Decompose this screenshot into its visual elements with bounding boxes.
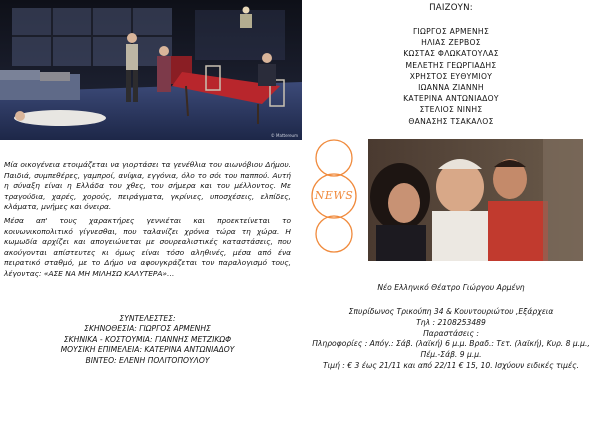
stage-photo-art xyxy=(0,0,302,140)
performances-info: Πληροφορίες : Απόγ.: Σάβ. (λαϊκή) 6 μ.μ. Βραδ.: Τετ. (λαϊκή), Κυρ. 8 μ.μ., Πέμ.-Σάβ. 9 μ.μ. xyxy=(312,339,590,360)
credit-line: ΜΟΥΣΙΚΗ ΕΠΙΜΕΛΕΙΑ: ΚΑΤΕΡΙΝΑ ΑΝΤΩΝΙΑΔΟΥ xyxy=(60,345,235,355)
cast-member: ΜΕΛΕΤΗΣ ΓΕΩΡΓΙΑΔΗΣ xyxy=(405,60,497,70)
news-logo-text: NEWS xyxy=(314,189,354,202)
theatre-name: Νέο Ελληνικό Θέατρο Γιώργου Αρμένη xyxy=(377,283,525,292)
cast-member: ΙΩΑΝΝΑ ΖΙΑΝΝΗ xyxy=(418,83,484,93)
actors-photo-art xyxy=(368,139,583,261)
ticket-prices: Τιμή : € 3 έως 21/11 και από 22/11 € 15, 10. Ισχύουν ειδικές τιμές. xyxy=(323,360,579,370)
actors-photo xyxy=(368,139,583,261)
cast-member: ΚΑΤΕΡΙΝΑ ΑΝΤΩΝΙΑΔΟΥ xyxy=(403,94,499,104)
description-paragraph-1: Μία οικογένεια ετοιμάζεται να γιορτάσει τα γενέθλια του αιωνόβιου Δήμου. Παιδιά, συμπεθέρες, γαμπροί, ανίψια, εγγόνια, όλο το σόι του παππού. Αυτή η σύναξη είναι η Ελλάδα του χθες, του σήμερα και του μέλλοντος. Με τραγούδια, χαρές, χορούς, πειράγματα, γκρίνιες, υποσχέσεις, ελπίδες, κλάματα, μνήμες και όνειρα. xyxy=(4,160,291,212)
cast-member: ΓΙΩΡΓΟΣ ΑΡΜΕΝΗΣ xyxy=(412,27,490,36)
cast-member: ΧΡΗΣΤΟΣ ΕΥΘΥΜΙΟΥ xyxy=(409,71,493,81)
credits-block xyxy=(4,314,291,366)
credit-line: ΒΙΝΤΕΟ: ΕΛΕΝΗ ΠΟΛΙΤΟΠΟΥΛΟΥ xyxy=(85,355,210,365)
news-logo xyxy=(304,138,364,256)
cast-member: ΚΩΣΤΑΣ ΦΛΩΚΑΤΟΥΛΑΣ xyxy=(403,49,499,59)
cast-heading: ΠΑΙΖΟΥΝ: xyxy=(429,3,473,13)
theatre-phone: Τηλ : 2108253489 xyxy=(416,317,486,327)
cast-list xyxy=(302,26,600,127)
credit-line: ΣΚΗΝΟΘΕΣΙΑ: ΓΙΩΡΓΟΣ ΑΡΜΕΝΗΣ xyxy=(84,324,211,334)
photo-credit: © Mattereum xyxy=(270,133,298,138)
theatre-address: Σπυρίδωνος Τρικούπη 34 & Κουντουριώτου ,Εξάρχεια xyxy=(348,307,554,316)
performances-heading: Παραστάσεις : xyxy=(423,328,479,338)
credits-heading: ΣΥΝΤΕΛΕΣΤΕΣ: xyxy=(119,314,176,323)
cast-member: ΣΤΕΛΙΟΣ ΝΙΝΗΣ xyxy=(419,105,483,115)
theatre-info xyxy=(304,307,598,372)
description-paragraph-2: Μέσα απ' τους χαρακτήρες γεννιέται και προεκτείνεται το κοινωνικοπολιτικό γίγνεσθαι, που ταλανίζει χρόνια τώρα τη χώρα. Η κωμωδία αρχίζει και απογειώνεται με σουρεαλιστικές καταστάσεις, που ακούγονται απίστευτες κι όμως είναι τόσο αληθινές, μέσα από ένα πειρατικό σταθμό, με το Δήμο να αφουγκράζεται τον παραλογισμό τους, λέγοντας: «ΑΣΕ ΝΑ ΜΗ ΜΙΛΗΣΩ ΚΑΛΥΤΕΡΑ»… xyxy=(4,216,291,278)
stage-photo xyxy=(0,0,302,140)
cast-member: ΘΑΝΑΣΗΣ ΤΣΑΚΑΛΟΣ xyxy=(408,116,494,126)
credit-line: ΣΚΗΝΙΚΑ - ΚΟΣΤΟΥΜΙΑ: ΓΙΑΝΝΗΣ ΜΕΤΖΙΚΩΦ xyxy=(63,334,232,344)
cast-member: ΗΛΙΑΣ ΖΕΡΒΟΣ xyxy=(421,38,481,48)
